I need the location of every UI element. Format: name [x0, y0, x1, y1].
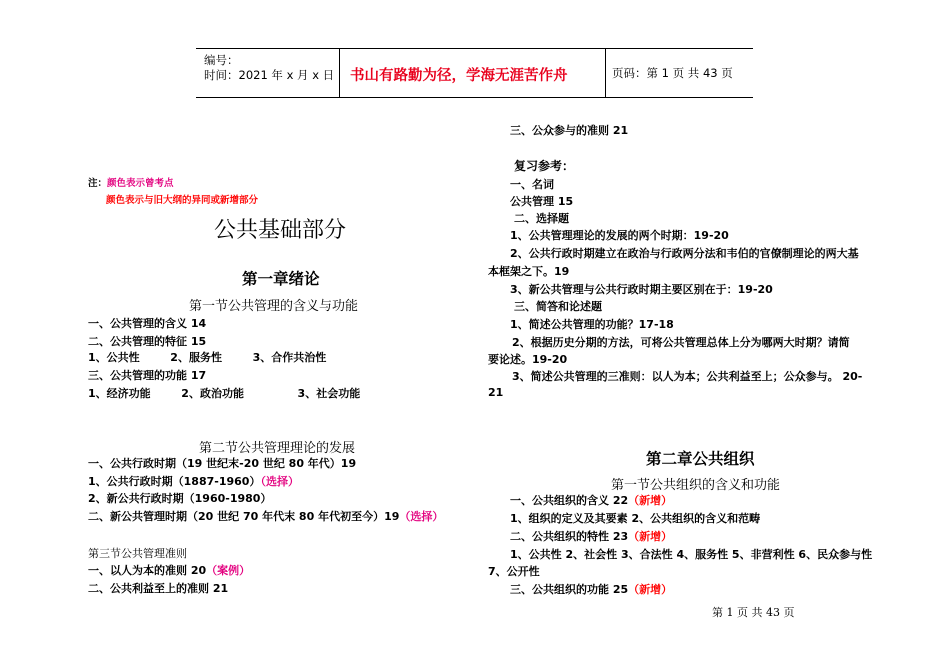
section-2-title: 第二节公共管理理论的发展: [199, 441, 356, 456]
list-item-text: 二、新公共管理时期（20 世纪 70 年代末 80 年代初至今）19: [88, 510, 400, 523]
new-tag: （新增）: [628, 530, 673, 543]
list-item: [88, 473, 299, 489]
list-item: 7、公开性: [488, 565, 540, 578]
choice-tag: （选择）: [260, 475, 299, 488]
note-prefix: 注：: [88, 178, 108, 189]
new-tag: （新增）: [628, 494, 673, 507]
list-item: 3、新公共管理与公共行政时期主要区别在于：19-20: [510, 283, 773, 296]
list-item: 一、名词: [510, 178, 554, 191]
review-title: 复习参考：: [514, 159, 575, 173]
case-tag: （案例）: [206, 564, 251, 577]
section-1-title: 第一节公共管理的含义与功能: [189, 299, 359, 314]
note-line-1: [88, 175, 174, 189]
list-item: 3、简述公共管理的三准则：以人为本；公共利益至上；公众参与。 20-: [512, 370, 863, 383]
list-item: 1、公共性 2、服务性 3、合作共治性: [88, 351, 327, 364]
list-item: 公共管理 15: [510, 195, 574, 208]
list-item: 三、公共管理的功能 17: [88, 369, 207, 382]
list-item: [88, 508, 443, 524]
list-item: [510, 492, 672, 508]
list-item-text: 一、公共组织的含义 22: [510, 494, 629, 507]
list-item: 1、简述公共管理的功能？17-18: [510, 318, 674, 331]
list-item: [88, 562, 250, 578]
document-header: [196, 48, 753, 98]
note-text-1: 颜色表示曾考点: [107, 178, 174, 189]
list-item-text: 1、公共行政时期（1887-1960）: [88, 475, 261, 488]
chapter-2-title: 第二章公共组织: [646, 450, 755, 468]
section-3-title: 第三节公共管理准则: [88, 547, 187, 560]
list-item: 2、公共行政时期建立在政治与行政两分法和韦伯的官僚制理论的两大基: [510, 247, 859, 260]
list-item: 一、公共管理的含义 14: [88, 317, 207, 330]
list-item-text: 二、公共组织的特性 23: [510, 530, 629, 543]
list-item-text: 一、以人为本的准则 20: [88, 564, 207, 577]
chapter-1-title: 第一章绪论: [242, 270, 320, 288]
note-text-2: 颜色表示与旧大纲的异同或新增部分: [106, 195, 259, 206]
header-number-label: 编号：: [204, 53, 239, 67]
list-item: 1、公共管理理论的发展的两个时期：19-20: [510, 229, 729, 242]
list-item: 一、公共行政时期（19 世纪末-20 世纪 80 年代）19: [88, 457, 357, 470]
list-item: 1、经济功能 2、政治功能 3、社会功能: [88, 387, 361, 400]
list-item: 三、简答和论述题: [514, 300, 602, 313]
main-title: 公共基础部分: [214, 218, 347, 243]
header-page-info: 页码：第 1 页 共 43 页: [612, 66, 733, 80]
page-footer: 第 1 页 共 43 页: [712, 606, 795, 619]
header-motto: 书山有路勤为径，学海无涯苦作舟: [350, 68, 568, 84]
list-item: 2、新公共行政时期（1960-1980）: [88, 492, 272, 505]
list-item: 二、公共利益至上的准则 21: [88, 582, 229, 595]
list-item: 要论述。19-20: [488, 353, 568, 366]
list-item: 21: [488, 386, 504, 399]
header-divider: [339, 49, 340, 97]
list-item: [510, 528, 672, 544]
list-item: 二、公共管理的特征 15: [88, 335, 207, 348]
list-item: [510, 581, 672, 597]
list-item: 三、公众参与的准则 21: [510, 124, 629, 137]
header-divider: [605, 49, 606, 97]
list-item-text: 三、公共组织的功能 25: [510, 583, 629, 596]
new-tag: （新增）: [628, 583, 673, 596]
list-item: 2、根据历史分期的方法，可将公共管理总体上分为哪两大时期？请简: [512, 336, 850, 349]
header-time-label: 时间：2021 年 x 月 x 日: [204, 68, 335, 82]
list-item: 二、选择题: [514, 212, 569, 225]
list-item: 1、组织的定义及其要素 2、公共组织的含义和范畴: [510, 512, 761, 525]
list-item: 1、公共性 2、社会性 3、合法性 4、服务性 5、非营利性 6、民众参与性: [510, 548, 873, 561]
ch2-section-1-title: 第一节公共组织的含义和功能: [611, 478, 781, 493]
choice-tag: （选择）: [399, 510, 444, 523]
list-item: 本框架之下。19: [488, 265, 570, 278]
